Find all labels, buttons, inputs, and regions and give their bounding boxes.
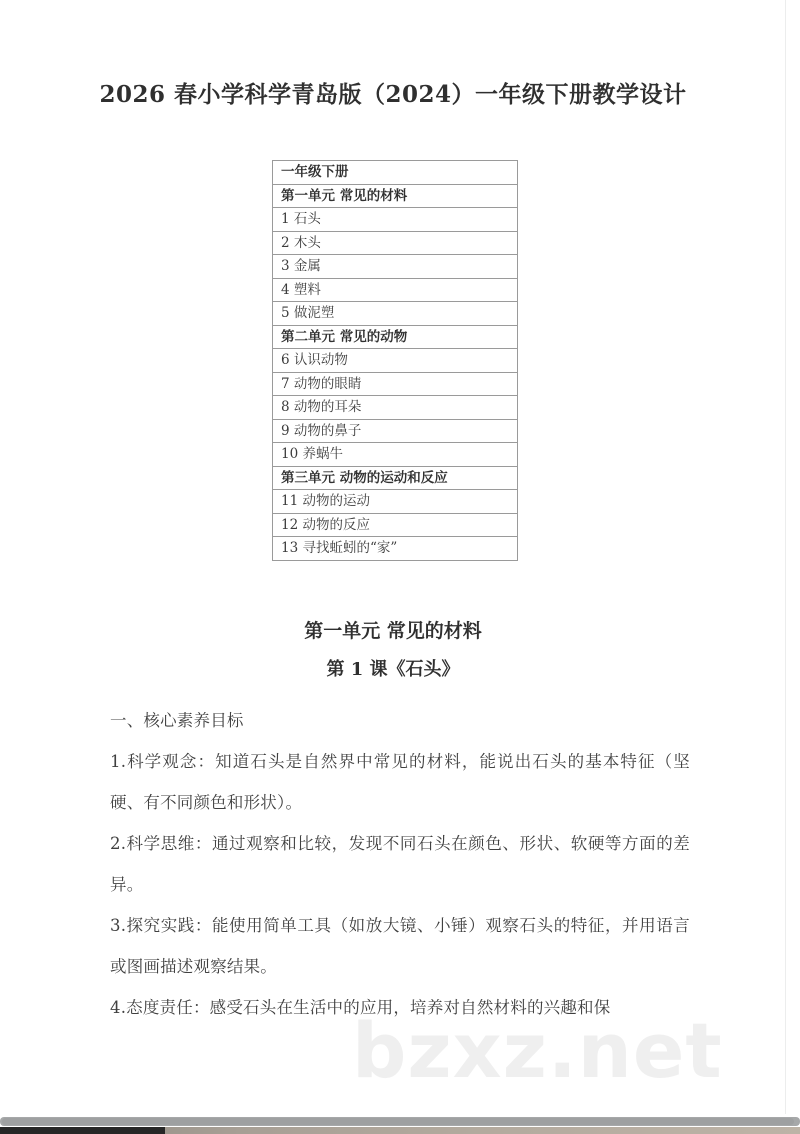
table-row <box>273 278 518 302</box>
document-title: 2026 春小学科学青岛版（2024）一年级下册教学设计 <box>99 81 687 108</box>
toc-entry: 3 金属 <box>273 255 518 279</box>
toc-entry: 第一单元 常见的材料 <box>273 184 518 208</box>
toc-entry: 11 动物的运动 <box>273 490 518 514</box>
toc-entry: 2 木头 <box>273 231 518 255</box>
table-row <box>273 255 518 279</box>
toc-entry: 1 石头 <box>273 208 518 232</box>
toc-entry: 13 寻找蚯蚓的“家” <box>273 537 518 561</box>
table-row <box>273 161 518 185</box>
table-row <box>273 490 518 514</box>
horizontal-scrollbar[interactable] <box>0 1117 800 1126</box>
table-row <box>273 513 518 537</box>
objective-paragraph-4: 4.态度责任：感受石头在生活中的应用，培养对自然材料的兴趣和保 <box>110 998 611 1017</box>
toc-body <box>273 161 518 561</box>
objective-paragraph-1: 1.科学观念：知道石头是自然界中常见的材料，能说出石头的基本特征（坚硬、有不同颜色和形状）。 <box>110 752 690 812</box>
table-row <box>273 349 518 373</box>
section-heading: 一、核心素养目标 <box>110 711 244 730</box>
table-row <box>273 419 518 443</box>
toc-entry: 12 动物的反应 <box>273 513 518 537</box>
toc-entry: 4 塑料 <box>273 278 518 302</box>
table-row <box>273 325 518 349</box>
toc-entry: 10 养蜗牛 <box>273 443 518 467</box>
table-row <box>273 231 518 255</box>
toc-entry: 5 做泥塑 <box>273 302 518 326</box>
table-row <box>273 466 518 490</box>
table-row <box>273 537 518 561</box>
lesson-heading: 第 1 课《石头》 <box>326 659 460 680</box>
table-row <box>273 184 518 208</box>
objective-paragraph-2: 2.科学思维：通过观察和比较，发现不同石头在颜色、形状、软硬等方面的差异。 <box>110 834 690 894</box>
unit-heading: 第一单元 常见的材料 <box>304 620 482 642</box>
table-row <box>273 443 518 467</box>
toc-entry: 6 认识动物 <box>273 349 518 373</box>
table-row <box>273 302 518 326</box>
table-row <box>273 396 518 420</box>
horizontal-scrollbar-thumb[interactable] <box>2 1118 794 1125</box>
table-row <box>273 372 518 396</box>
table-row <box>273 208 518 232</box>
toc-entry: 一年级下册 <box>273 161 518 185</box>
toc-entry: 9 动物的鼻子 <box>273 419 518 443</box>
toc-entry: 8 动物的耳朵 <box>273 396 518 420</box>
watermark-text: bzxz.net <box>352 1006 723 1095</box>
objective-paragraph-3: 3.探究实践：能使用简单工具（如放大镜、小锤）观察石头的特征，并用语言或图画描述观察结果。 <box>110 916 690 976</box>
toc-entry: 7 动物的眼睛 <box>273 372 518 396</box>
body-content <box>110 700 690 1028</box>
bottom-chrome-strip-dark <box>0 1127 165 1134</box>
toc-entry: 第二单元 常见的动物 <box>273 325 518 349</box>
table-of-contents <box>272 160 518 561</box>
toc-entry: 第三单元 动物的运动和反应 <box>273 466 518 490</box>
